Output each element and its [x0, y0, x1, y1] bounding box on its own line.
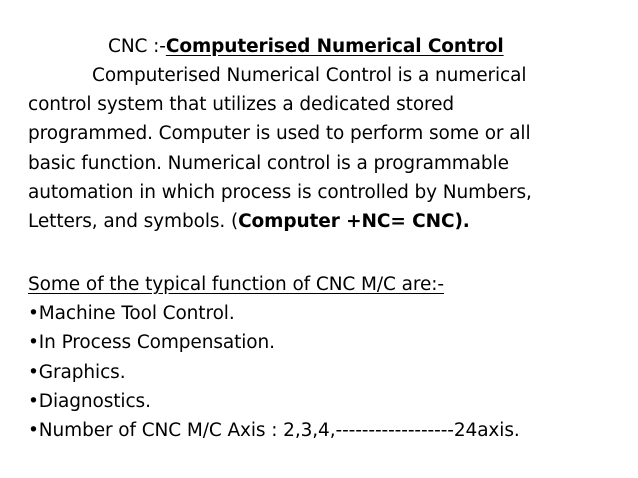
function-item-3: •Graphics.: [28, 362, 126, 383]
paragraph-last-bold: Computer +NC= CNC).: [238, 211, 470, 232]
paragraph-line-6: [28, 209, 470, 235]
function-item-1: •Machine Tool Control.: [28, 303, 235, 324]
paragraph-line-2: control system that utilizes a dedicated stored: [28, 94, 455, 115]
paragraph-last-plain: Letters, and symbols. (: [28, 211, 239, 232]
heading-title: Computerised Numerical Control: [165, 36, 504, 57]
function-item-5: •Number of CNC M/C Axis : 2,3,4,------------------24axis.: [28, 420, 520, 441]
function-item-2: •In Process Compensation.: [28, 332, 275, 353]
paragraph-line-1: Computerised Numerical Control is a numerical: [92, 65, 527, 86]
paragraph-line-5: automation in which process is controlled by Numbers,: [28, 182, 532, 203]
functions-heading: Some of the typical function of CNC M/C are:-: [28, 274, 444, 295]
heading-prefix: CNC :-: [108, 36, 166, 57]
paragraph-line-4: basic function. Numerical control is a programmable: [28, 153, 509, 174]
heading-line: [108, 34, 504, 60]
paragraph-line-3: programmed. Computer is used to perform some or all: [28, 123, 531, 144]
function-item-4: •Diagnostics.: [28, 391, 151, 412]
